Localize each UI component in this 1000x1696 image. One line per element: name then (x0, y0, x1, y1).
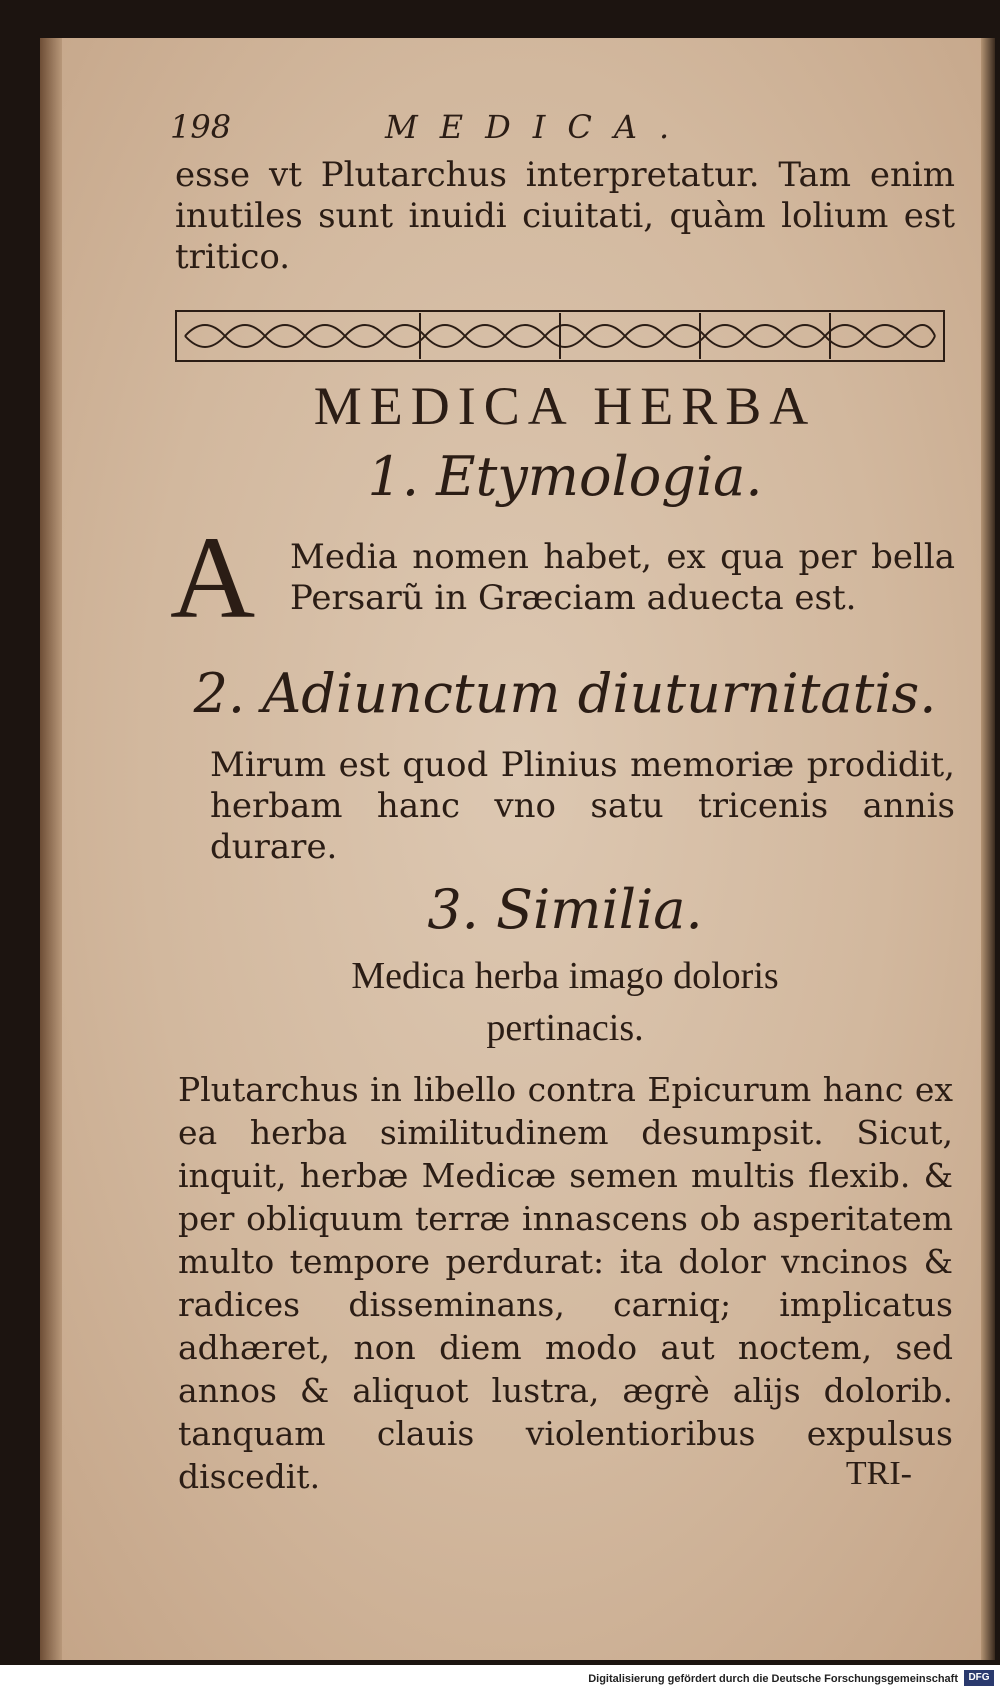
subtitle-line-2: pertinacis. (486, 1007, 644, 1049)
main-title: MEDICA HERBA (313, 376, 817, 436)
dfg-logo-icon: DFG (964, 1670, 994, 1686)
section-heading-etymologia: 1. Etymologia. (367, 445, 763, 508)
section-text-adiunctum: Mirum est quod Plinius memoriæ prodidit, herbam hanc vno satu tricenis annis durare. (210, 745, 955, 867)
page-header (170, 108, 950, 152)
page-gutter-shadow (40, 38, 62, 1660)
footer-bar (0, 1665, 1000, 1696)
page-number: 198 (170, 108, 232, 146)
section-heading-similia: 3. Similia. (427, 878, 703, 941)
running-head: MEDICA. (385, 108, 692, 146)
section-text-etymologia: Media nomen habet, ex qua per bella Persarũ in Græciam aduecta est. (290, 537, 955, 618)
section-heading-adiunctum: 2. Adiunctum diuturnitatis. (193, 662, 937, 725)
subtitle-line-1: Medica herba imago doloris (351, 955, 779, 997)
section-subtitle (175, 950, 955, 1054)
funding-credit: Digitalisierung gefördert durch die Deutsche Forschungsgemeinschaft (588, 1673, 958, 1685)
section-text-similia: Plutarchus in libello contra Epicurum hanc ex ea herba similitudinem desumpsit. Sicut, inquit, herbæ Medicæ semen multis flexib. & per obliquum terræ innascens ob asperitatem multo tempore perdurat: ita dolor vncinos & radices disseminans, carniq; implicatus adhæret, non diem modo aut noctem, sed annos & aliquot lustra, ægrè alijs dolorib. tanquam clauis violentioribus expulsus discedit. (178, 1070, 953, 1496)
text-block-continuation: esse vt Plutarchus interpretatur. Tam enim inutiles sunt inuidi ciuitati, quàm lolium est tritico. (175, 155, 955, 277)
drop-cap: A (170, 512, 256, 643)
catchword: TRI- (845, 1455, 912, 1492)
page-edge-shadow (981, 38, 995, 1660)
ornament-band (175, 310, 945, 362)
